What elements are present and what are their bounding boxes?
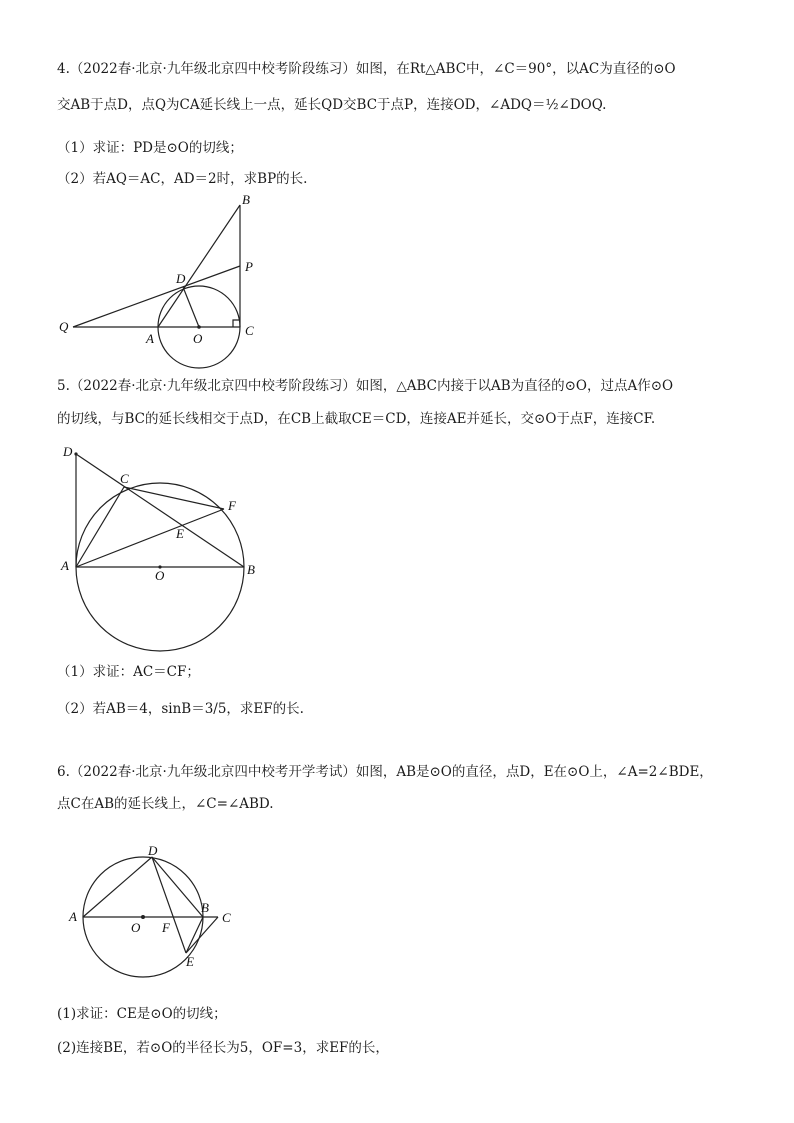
p6-part-2: (2)连接BE，若⊙O的半径长为5，OF=3，求EF的长，	[57, 1040, 389, 1056]
p4-label-A: A	[146, 331, 154, 346]
p6-label-O: O	[131, 920, 141, 935]
p5-label-F: F	[228, 498, 236, 513]
p6-line-EC	[186, 917, 218, 953]
p5-label-O: O	[155, 568, 165, 583]
p5-label-C: C	[120, 471, 129, 486]
p6-part-1: (1)求证：CE是⊙O的切线；	[57, 1006, 227, 1022]
p4-part-1: （1）求证：PD是⊙O的切线；	[57, 140, 243, 156]
p5-part-1: （1）求证：AC＝CF；	[57, 664, 200, 680]
p4-part-2: （2）若AQ＝AC，AD＝2时，求BP的长.	[57, 171, 308, 187]
p5-line-2: 的切线，与BC的延长线相交于点D，在CB上截取CE＝CD，连接AE并延长，交⊙O于点F，连接CF.	[57, 411, 656, 427]
p4-label-C: C	[245, 323, 254, 338]
p5-label-A: A	[61, 558, 69, 573]
p6-line-AD	[83, 857, 152, 917]
p4-line-2: 交AB于点D，点Q为CA延长线上一点，延长QD交BC于点P，连接OD，∠ADQ＝½∠DOQ.	[57, 97, 607, 113]
p5-line-1: 5.（2022春·北京·九年级北京四中校考阶段练习）如图，△ABC内接于以AB为直径的⊙O，过点A作⊙O	[57, 378, 674, 394]
p5-label-B: B	[247, 562, 255, 577]
p4-label-D: D	[176, 271, 186, 286]
p6-line-2: 点C在AB的延长线上，∠C=∠ABD.	[57, 796, 274, 812]
p4-label-B: B	[242, 192, 250, 207]
p4-line-1: 4.（2022春·北京·九年级北京四中校考阶段练习）如图，在Rt△ABC中，∠C＝90°，以AC为直径的⊙O	[57, 61, 676, 77]
p4-label-Q: Q	[59, 319, 69, 334]
p6-label-B: B	[201, 900, 209, 915]
p6-line-DE	[152, 857, 186, 953]
p5-label-D: D	[63, 444, 73, 459]
p6-point-O	[141, 915, 145, 919]
p5-part-2: （2）若AB＝4，sinB＝3/5，求EF的长.	[57, 701, 304, 717]
p6-label-D: D	[148, 843, 158, 858]
p6-label-C: C	[222, 910, 231, 925]
p4-label-O: O	[193, 331, 203, 346]
p6-label-E: E	[186, 954, 194, 969]
p6-label-F: F	[162, 920, 170, 935]
p5-label-E: E	[176, 526, 184, 541]
p6-line-1: 6.（2022春·北京·九年级北京四中校考开学考试）如图，AB是⊙O的直径，点D，E在⊙O上，∠A=2∠BDE，	[57, 764, 713, 780]
p4-label-P: P	[245, 259, 253, 274]
p6-label-A: A	[69, 909, 77, 924]
